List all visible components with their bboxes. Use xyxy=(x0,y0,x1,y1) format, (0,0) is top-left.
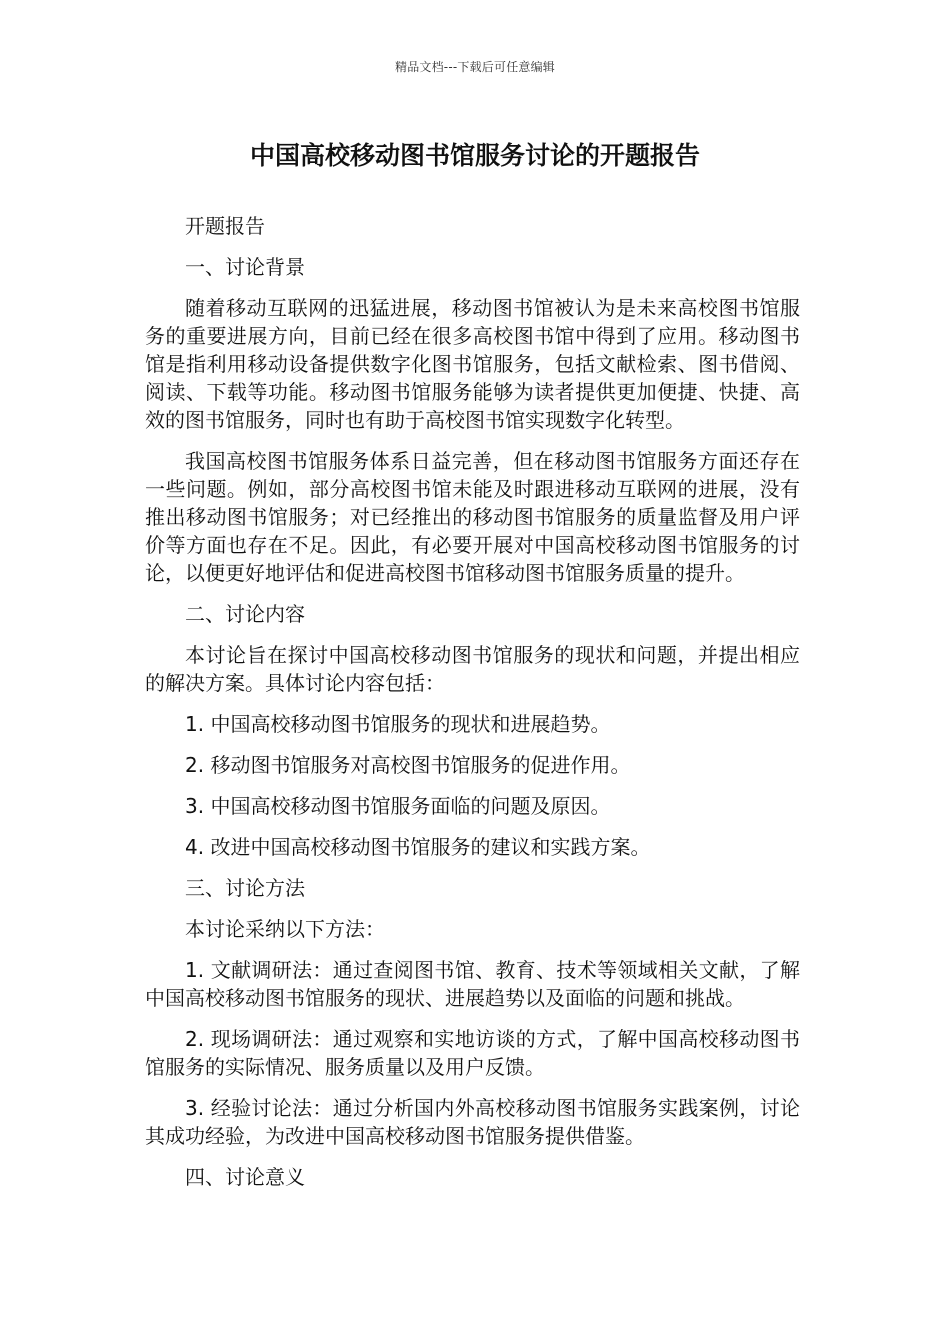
paragraph-method-intro: 本讨论采纳以下方法： xyxy=(185,917,385,941)
content-item-4: 4. 改进中国高校移动图书馆服务的建议和实践方案。 xyxy=(185,835,651,859)
section-label-report: 开题报告 xyxy=(185,214,265,238)
section-heading-background: 一、讨论背景 xyxy=(185,255,305,279)
section-heading-significance: 四、讨论意义 xyxy=(185,1165,305,1189)
method-item-1: 1. 文献调研法：通过查阅图书馆、教育、技术等领域相关文献，了解中国高校移动图书馆服务的现状、进展趋势以及面临的问题和挑战。 xyxy=(145,958,800,1010)
document-title: 中国高校移动图书馆服务讨论的开题报告 xyxy=(249,141,700,170)
content-item-3: 3. 中国高校移动图书馆服务面临的问题及原因。 xyxy=(185,794,611,818)
method-item-2: 2. 现场调研法：通过观察和实地访谈的方式，了解中国高校移动图书馆服务的实际情况、服务质量以及用户反馈。 xyxy=(145,1027,800,1079)
section-heading-content: 二、讨论内容 xyxy=(185,602,305,626)
content-item-2: 2. 移动图书馆服务对高校图书馆服务的促进作用。 xyxy=(185,753,631,777)
header-note: 精品文档---下载后可任意编辑 xyxy=(395,60,555,74)
paragraph-background-1: 随着移动互联网的迅猛进展，移动图书馆被认为是未来高校图书馆服务的重要进展方向，目前已经在很多高校图书馆中得到了应用。移动图书馆是指利用移动设备提供数字化图书馆服务，包括文献检索、图书借阅、阅读、下载等功能。移动图书馆服务能够为读者提供更加便捷、快捷、高效的图书馆服务，同时也有助于高校图书馆实现数字化转型。 xyxy=(145,296,800,432)
method-item-3: 3. 经验讨论法：通过分析国内外高校移动图书馆服务实践案例，讨论其成功经验，为改进中国高校移动图书馆服务提供借鉴。 xyxy=(145,1096,800,1148)
content-item-1: 1. 中国高校移动图书馆服务的现状和进展趋势。 xyxy=(185,712,611,736)
paragraph-content-intro: 本讨论旨在探讨中国高校移动图书馆服务的现状和问题，并提出相应的解决方案。具体讨论内容包括： xyxy=(145,643,800,695)
paragraph-background-2: 我国高校图书馆服务体系日益完善，但在移动图书馆服务方面还存在一些问题。例如，部分高校图书馆未能及时跟进移动互联网的进展，没有推出移动图书馆服务；对已经推出的移动图书馆服务的质量监督及用户评价等方面也存在不足。因此，有必要开展对中国高校移动图书馆服务的讨论，以便更好地评估和促进高校图书馆移动图书馆服务质量的提升。 xyxy=(145,449,800,585)
document-body xyxy=(145,212,800,1204)
section-heading-method: 三、讨论方法 xyxy=(185,876,305,900)
